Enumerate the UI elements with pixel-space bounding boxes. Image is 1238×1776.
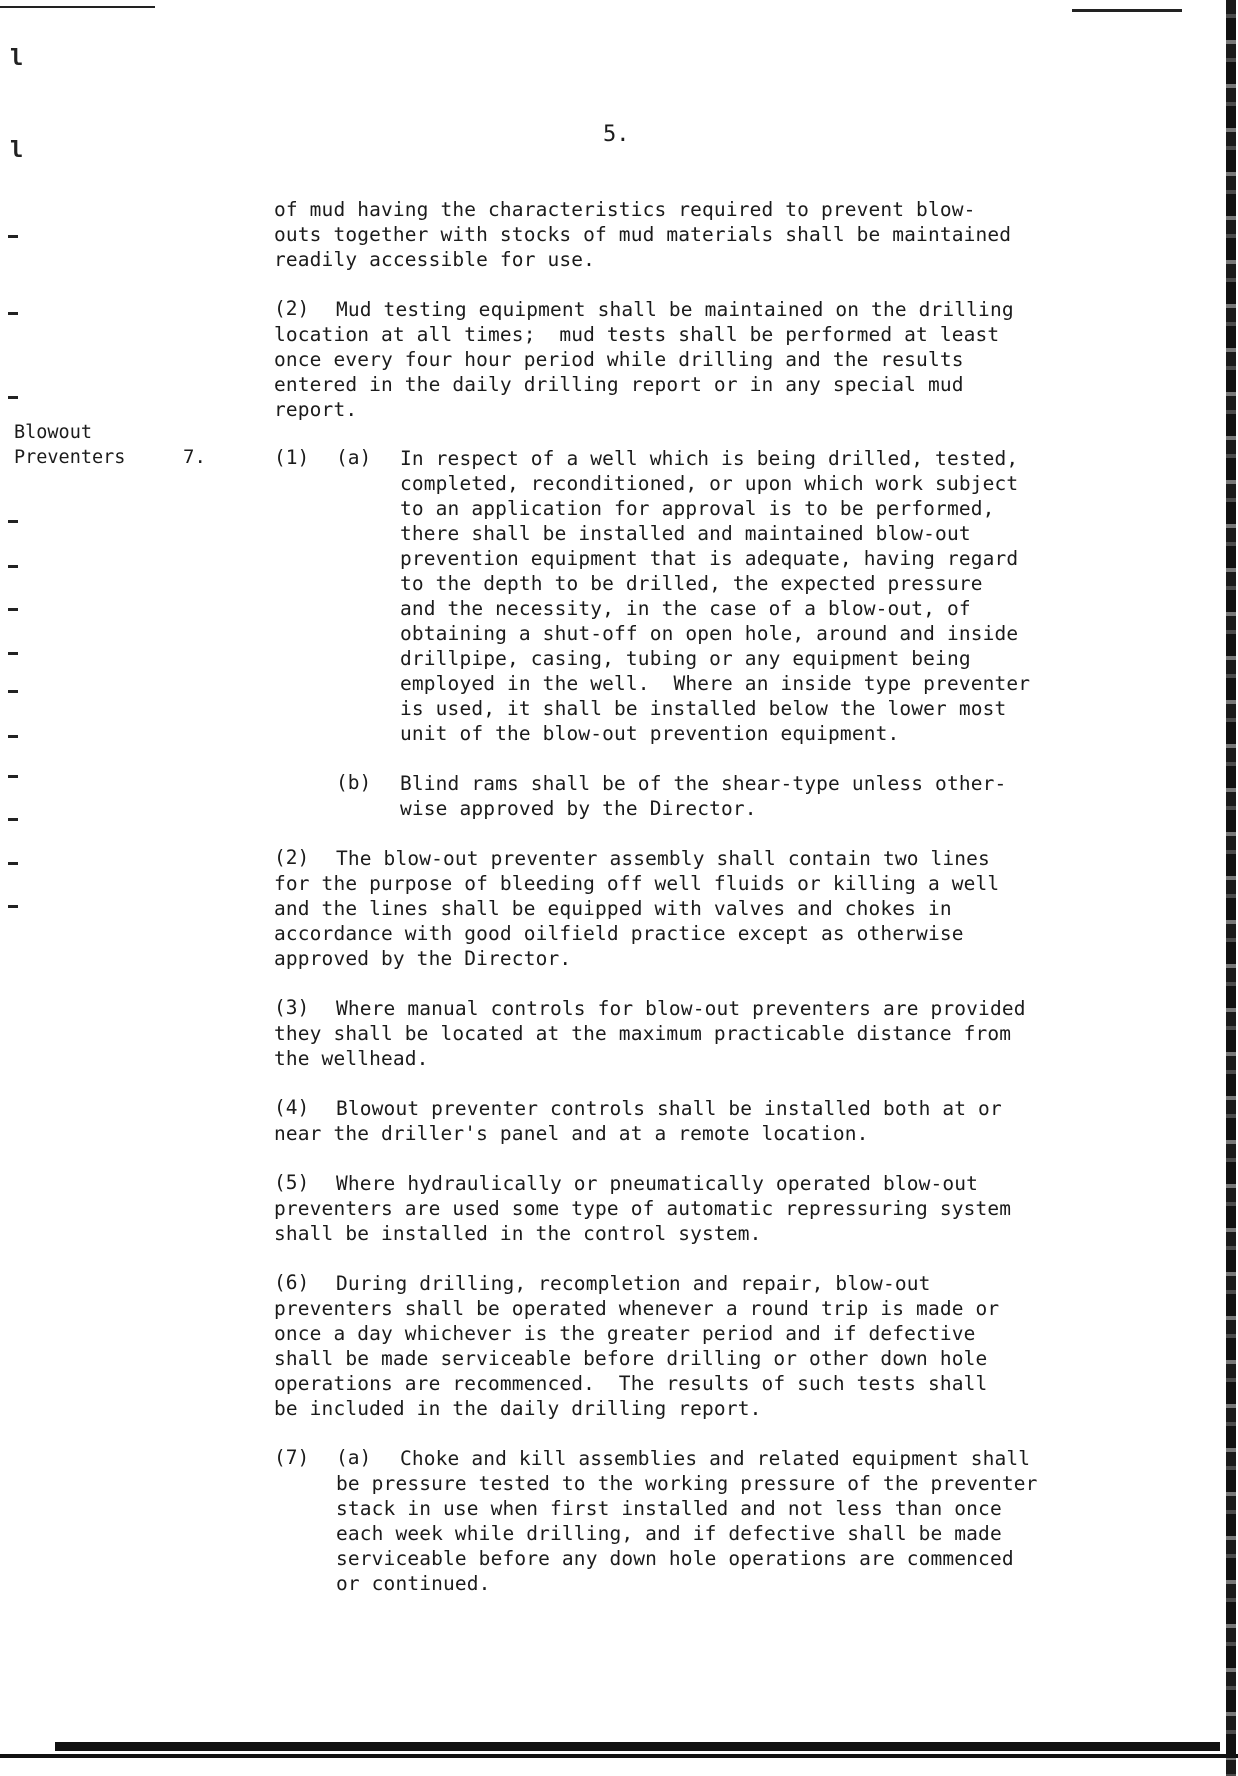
margin-heading-line: Blowout [14, 422, 92, 443]
margin-tick [8, 775, 18, 778]
text-line: to the depth to be drilled, the expected pressure [400, 572, 983, 595]
text-line: they shall be located at the maximum practicable distance from [274, 1022, 1012, 1045]
text-line: there shall be installed and maintained blow-out [400, 522, 971, 545]
margin-tick [8, 396, 18, 399]
text-line: entered in the daily drilling report or in any special mud [274, 373, 964, 396]
text-line: The blow-out preventer assembly shall contain two lines [336, 847, 990, 870]
text-line: Blind rams shall be of the shear-type unless other- [400, 772, 1007, 795]
text-line: for the purpose of bleeding off well fluids or killing a well [274, 872, 1000, 895]
text-line: approved by the Director. [274, 947, 572, 970]
text-line: location at all times; mud tests shall be performed at least [274, 323, 1000, 346]
text-line: operations are recommenced. The results of such tests shall [274, 1372, 988, 1395]
margin-tick [8, 312, 18, 315]
text-line: unit of the blow-out prevention equipment. [400, 722, 900, 745]
text-line: or continued. [336, 1572, 491, 1595]
paragraph-label: (2) [274, 297, 310, 320]
text-line: outs together with stocks of mud materials shall be maintained [274, 223, 1012, 246]
text-line: and the necessity, in the case of a blow-out, of [400, 597, 971, 620]
text-line: obtaining a shut-off on open hole, around and inside [400, 622, 1019, 645]
text-line: stack in use when first installed and not less than once [336, 1497, 1002, 1520]
text-line: near the driller's panel and at a remote location. [274, 1122, 869, 1145]
margin-tick [8, 652, 18, 655]
text-line: once a day whichever is the greater period and if defective [274, 1322, 976, 1345]
text-line: to an application for approval is to be performed, [400, 497, 995, 520]
text-line: Choke and kill assemblies and related equipment shall [400, 1447, 1031, 1470]
subparagraph-label: (b) [336, 771, 372, 794]
text-line: employed in the well. Where an inside type preventer [400, 672, 1031, 695]
text-line: be pressure tested to the working pressure of the preventer [336, 1472, 1038, 1495]
scan-edge-bottom [55, 1742, 1220, 1751]
scan-edge-top-right [1072, 9, 1182, 12]
text-line: each week while drilling, and if defective shall be made [336, 1522, 1002, 1545]
text-line: preventers are used some type of automatic repressuring system [274, 1197, 1012, 1220]
text-line: prevention equipment that is adequate, having regard [400, 547, 1019, 570]
text-line: serviceable before any down hole operations are commenced [336, 1547, 1014, 1570]
scan-edge-top [0, 6, 155, 8]
text-line: drillpipe, casing, tubing or any equipment being [400, 647, 971, 670]
margin-tick [8, 905, 18, 908]
text-line: Blowout preventer controls shall be installed both at or [336, 1097, 1002, 1120]
margin-tick [8, 735, 18, 738]
paragraph-label: (1) [274, 446, 310, 469]
subparagraph-label: (a) [336, 446, 372, 469]
paragraph-label: (3) [274, 996, 310, 1019]
text-line: Mud testing equipment shall be maintained on the drilling [336, 298, 1014, 321]
margin-heading [14, 420, 125, 470]
margin-heading-line: Preventers [14, 447, 126, 468]
text-line: shall be made serviceable before drilling or other down hole [274, 1347, 988, 1370]
section-number: 7. [183, 446, 206, 468]
text-line: the wellhead. [274, 1047, 429, 1070]
scan-edge-right [1226, 0, 1236, 1776]
text-line: report. [274, 398, 358, 421]
margin-mark: l [10, 46, 24, 71]
margin-mark: l [10, 138, 24, 163]
text-line: is used, it shall be installed below the lower most [400, 697, 1007, 720]
margin-tick [8, 862, 18, 865]
margin-tick [8, 690, 18, 693]
text-line: preventers shall be operated whenever a round trip is made or [274, 1297, 1000, 1320]
paragraph-label: (4) [274, 1096, 310, 1119]
text-line: accordance with good oilfield practice except as otherwise [274, 922, 964, 945]
margin-tick [8, 818, 18, 821]
text-line: completed, reconditioned, or upon which work subject [400, 472, 1019, 495]
text-line: and the lines shall be equipped with valves and chokes in [274, 897, 952, 920]
scan-edge-bottom-lower [0, 1754, 1238, 1758]
margin-tick [8, 520, 18, 523]
margin-tick [8, 608, 18, 611]
paragraph-label: (2) [274, 846, 310, 869]
text-line: Where manual controls for blow-out preventers are provided [336, 997, 1026, 1020]
text-line: During drilling, recompletion and repair, blow-out [336, 1272, 931, 1295]
text-line: once every four hour period while drilling and the results [274, 348, 964, 371]
paragraph-label: (5) [274, 1171, 310, 1194]
text-line: be included in the daily drilling report. [274, 1397, 762, 1420]
subparagraph-label: (a) [336, 1446, 372, 1469]
paragraph-label: (7) [274, 1446, 310, 1469]
text-line: shall be installed in the control system. [274, 1222, 762, 1245]
text-line: In respect of a well which is being drilled, tested, [400, 447, 1019, 470]
margin-tick [8, 235, 18, 238]
margin-tick [8, 565, 18, 568]
text-line: wise approved by the Director. [400, 797, 757, 820]
text-line: Where hydraulically or pneumatically operated blow-out [336, 1172, 979, 1195]
paragraph-label: (6) [274, 1271, 310, 1294]
text-line: of mud having the characteristics required to prevent blow- [274, 198, 976, 221]
page-number: 5. [603, 122, 630, 147]
text-line: readily accessible for use. [274, 248, 596, 271]
